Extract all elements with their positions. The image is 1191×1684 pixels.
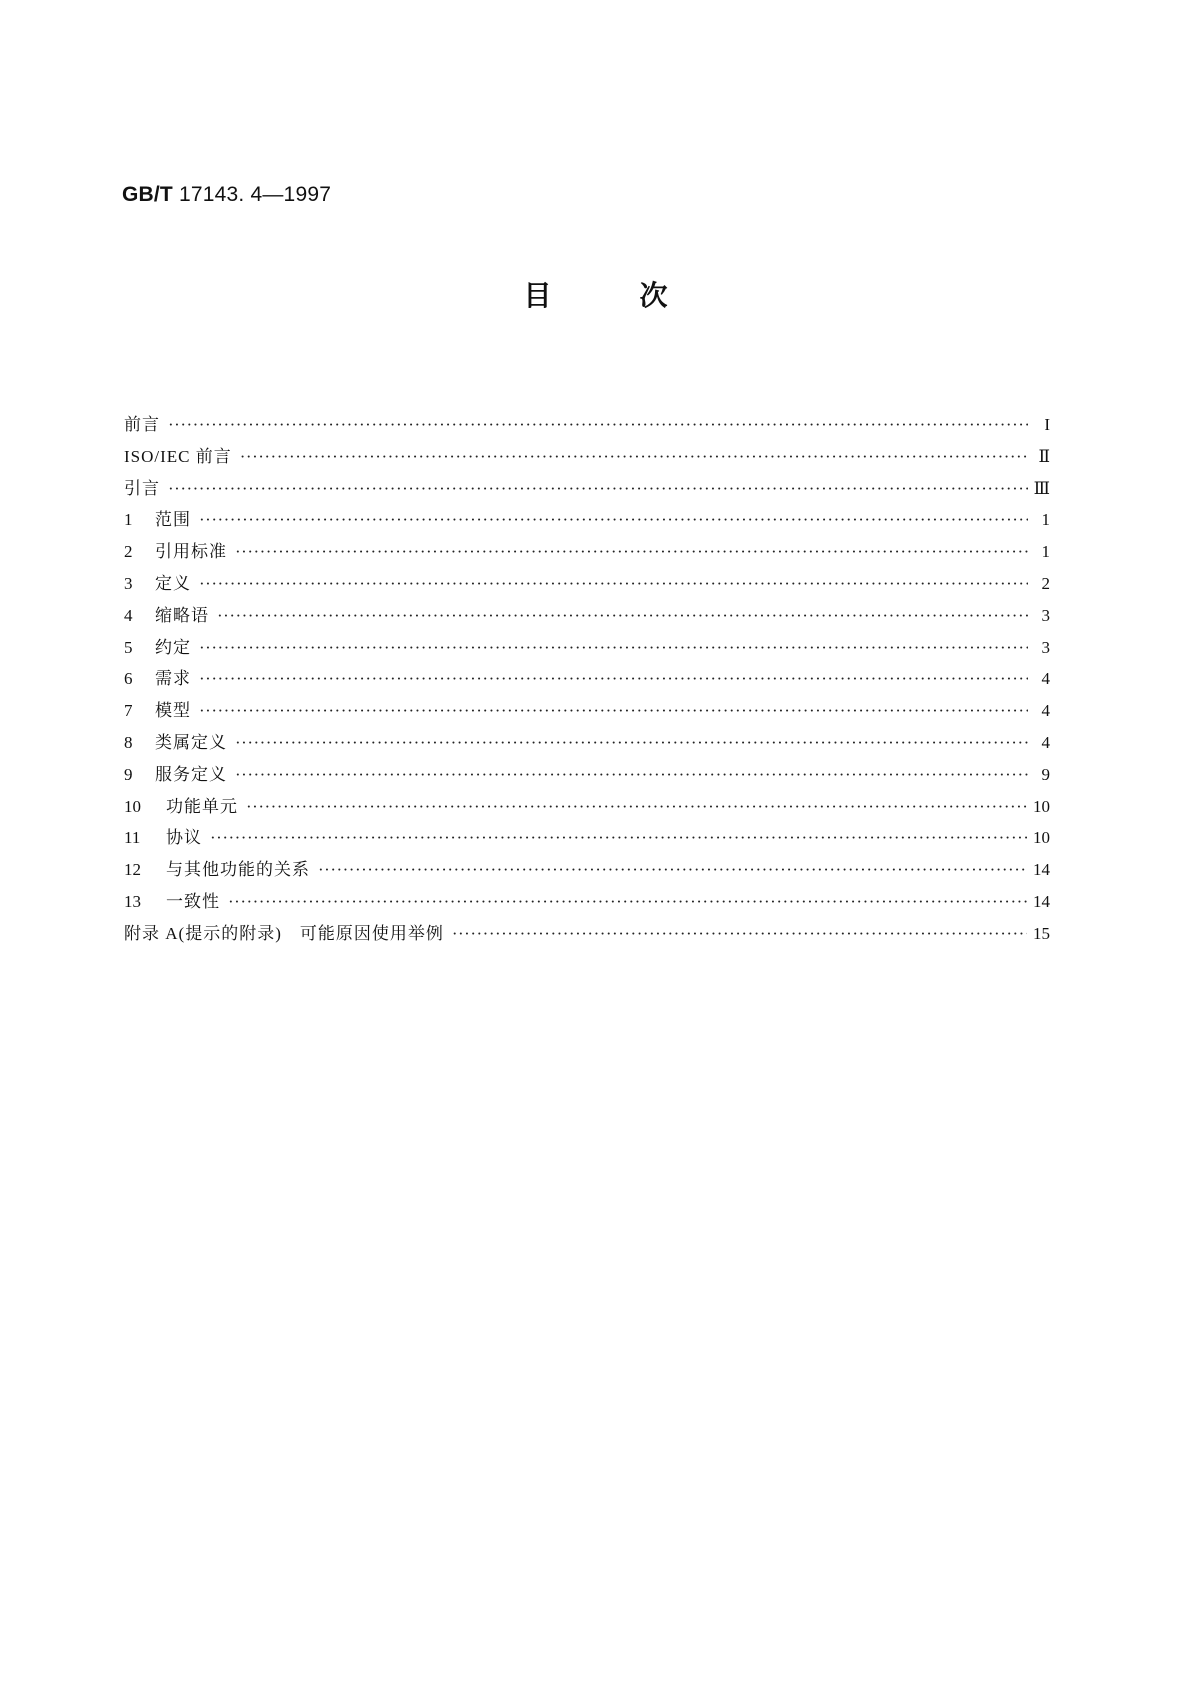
toc-entry-label: 附录 A(提示的附录) 可能原因使用举例 bbox=[124, 923, 444, 943]
dot-leader bbox=[199, 701, 1028, 721]
standard-number: 17143. 4—1997 bbox=[179, 183, 332, 206]
toc-entry[interactable] bbox=[124, 855, 1050, 887]
toc-entry-number: 4 bbox=[124, 605, 133, 625]
toc-entry-label: 需求 bbox=[155, 669, 191, 689]
toc-entry-label: 约定 bbox=[155, 637, 191, 657]
toc-entry-number: 10 bbox=[124, 796, 141, 816]
toc-entry-number: 8 bbox=[124, 732, 133, 752]
toc-entry-number: 9 bbox=[124, 764, 133, 784]
dot-leader bbox=[235, 733, 1028, 753]
toc-entry-page: 3 bbox=[1041, 605, 1050, 625]
toc-entry-number: 1 bbox=[124, 510, 133, 530]
dot-leader bbox=[240, 447, 1028, 467]
dot-leader bbox=[199, 669, 1028, 689]
standard-code bbox=[122, 183, 331, 207]
toc-entry-page: Ⅲ bbox=[1033, 478, 1050, 498]
toc-entry-label: 范围 bbox=[155, 510, 191, 530]
toc-entry[interactable] bbox=[124, 728, 1050, 760]
toc-entry-label: 前言 bbox=[124, 415, 160, 434]
toc-entry-label: 引用标准 bbox=[155, 542, 227, 562]
toc-entry[interactable] bbox=[124, 696, 1050, 728]
toc-entry[interactable] bbox=[124, 442, 1050, 474]
toc-entry-page: 15 bbox=[1033, 923, 1050, 943]
toc-entry-label: 一致性 bbox=[166, 891, 220, 911]
toc-entry-page: 3 bbox=[1041, 637, 1050, 657]
toc-entry[interactable] bbox=[124, 569, 1050, 601]
toc-entry[interactable] bbox=[124, 537, 1050, 569]
dot-leader bbox=[199, 574, 1028, 594]
dot-leader bbox=[318, 860, 1027, 880]
toc-entry-label: 模型 bbox=[155, 701, 191, 721]
toc-entry[interactable] bbox=[124, 410, 1050, 442]
dot-leader bbox=[168, 415, 1028, 435]
toc-entry-label: 引言 bbox=[124, 478, 160, 498]
toc-entry-page: 10 bbox=[1033, 828, 1050, 848]
dot-leader bbox=[217, 606, 1028, 626]
dot-leader bbox=[235, 542, 1028, 562]
standard-prefix: GB/T bbox=[122, 183, 173, 206]
toc-entry-label: 功能单元 bbox=[166, 796, 238, 816]
toc-entry[interactable] bbox=[124, 887, 1050, 919]
dot-leader bbox=[199, 510, 1028, 530]
toc-entry-number: 7 bbox=[124, 701, 133, 721]
toc-entry-label: 协议 bbox=[166, 828, 202, 848]
page-title: 目次 bbox=[523, 279, 756, 312]
toc-entry-page: 4 bbox=[1041, 732, 1050, 752]
toc-entry-page: 9 bbox=[1041, 764, 1050, 784]
toc-entry-label: 服务定义 bbox=[155, 764, 227, 784]
toc-entry[interactable] bbox=[124, 601, 1050, 633]
dot-leader bbox=[452, 924, 1027, 944]
toc-entry-number: 2 bbox=[124, 542, 133, 562]
toc-entry-page: 10 bbox=[1033, 796, 1050, 816]
toc-entry-label: 缩略语 bbox=[155, 605, 209, 625]
toc-entry-label: ISO/IEC 前言 bbox=[124, 446, 232, 466]
toc-entry-page: I bbox=[1044, 415, 1050, 434]
toc-entry[interactable] bbox=[124, 633, 1050, 665]
dot-leader bbox=[228, 892, 1027, 912]
toc-entry-label: 类属定义 bbox=[155, 732, 227, 752]
toc-entry-number: 5 bbox=[124, 637, 133, 657]
toc-entry-page: 14 bbox=[1033, 860, 1050, 880]
table-of-contents bbox=[124, 410, 1050, 951]
toc-entry-label: 定义 bbox=[155, 573, 191, 593]
dot-leader bbox=[210, 828, 1027, 848]
toc-entry-page: 1 bbox=[1041, 510, 1050, 530]
toc-entry[interactable] bbox=[124, 760, 1050, 792]
toc-entry[interactable] bbox=[124, 919, 1050, 951]
toc-entry-number: 13 bbox=[124, 891, 141, 911]
toc-entry-page: 14 bbox=[1033, 891, 1050, 911]
toc-entry-number: 11 bbox=[124, 828, 141, 848]
toc-entry-page: 4 bbox=[1041, 669, 1050, 689]
toc-entry-page: 2 bbox=[1041, 573, 1050, 593]
dot-leader bbox=[168, 479, 1028, 499]
toc-entry[interactable] bbox=[124, 823, 1050, 855]
toc-entry-number: 3 bbox=[124, 573, 133, 593]
dot-leader bbox=[246, 797, 1027, 817]
dot-leader bbox=[235, 765, 1028, 785]
toc-entry-page: 4 bbox=[1041, 701, 1050, 721]
toc-entry[interactable] bbox=[124, 505, 1050, 537]
toc-entry[interactable] bbox=[124, 792, 1050, 824]
toc-entry-page: 1 bbox=[1041, 542, 1050, 562]
dot-leader bbox=[199, 638, 1028, 658]
toc-entry[interactable] bbox=[124, 474, 1050, 506]
toc-entry-number: 12 bbox=[124, 860, 141, 880]
toc-entry[interactable] bbox=[124, 664, 1050, 696]
toc-entry-label: 与其他功能的关系 bbox=[166, 860, 310, 880]
toc-entry-number: 6 bbox=[124, 669, 133, 689]
toc-entry-page: Ⅱ bbox=[1038, 446, 1050, 466]
